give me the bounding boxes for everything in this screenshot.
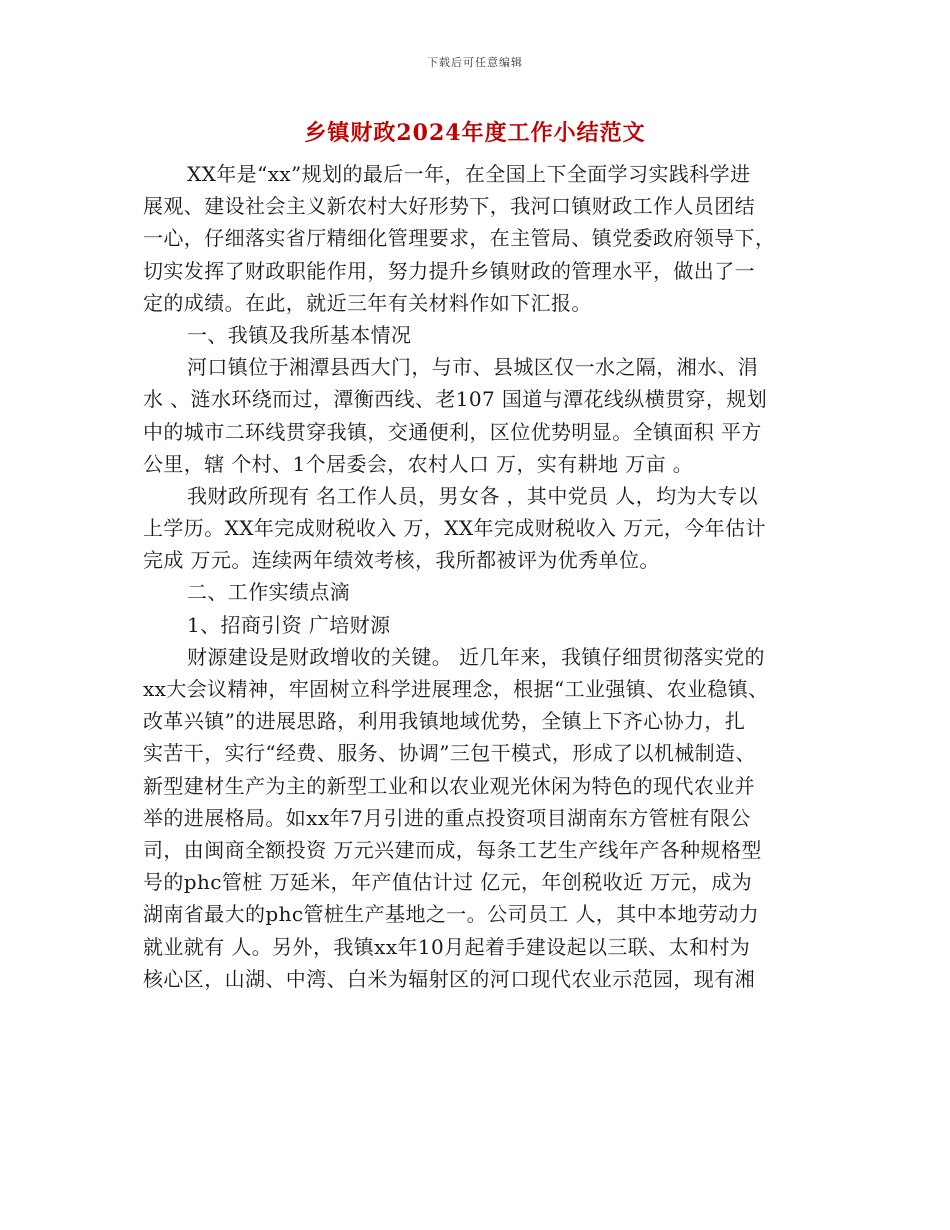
body-line: 财源建设是财政增收的关键。 近几年来，我镇仔细贯彻落实党的 <box>187 644 765 669</box>
body-line: 一、我镇及我所基本情况 <box>187 322 412 347</box>
body-line: 改革兴镇”的进展思路，利用我镇地域优势，全镇上下齐心协力，扎 <box>143 709 746 734</box>
body-line: 1、招商引资 广培财源 <box>187 612 391 637</box>
body-line: 公里，辖 个村、1个居委会，农村人口 万，实有耕地 万亩 。 <box>143 451 694 476</box>
body-line: 湖南省最大的phc管桩生产基地之一。公司员工 人，其中本地劳动力 <box>143 902 760 927</box>
body-line: XX年是“xx”规划的最后一年，在全国上下全面学习实践科学进 <box>187 162 751 186</box>
body-line: 司，由闽商全额投资 万元兴建而成，每条工艺生产线年产各种规格型 <box>143 837 762 862</box>
body-line: 展观、建设社会主义新农村大好形势下，我河口镇财政工作人员团结 <box>143 194 755 219</box>
body-line: 实苦干，实行“经费、服务、协调”三包干模式，形成了以机械制造、 <box>143 741 756 766</box>
body-line: 二、工作实绩点滴 <box>187 580 351 605</box>
body-line: xx大会议精神，牢固树立科学进展理念，根据“工业强镇、农业稳镇、 <box>143 677 769 701</box>
body-line: 定的成绩。在此，就近三年有关材料作如下汇报。 <box>143 290 592 315</box>
body-line: 新型建材生产为主的新型工业和以农业观光休闲为特色的现代农业并 <box>143 773 755 798</box>
document-body <box>143 158 806 995</box>
document-title: 乡镇财政2024年度工作小结范文 <box>304 120 646 146</box>
body-line: 我财政所现有 名工作人员，男女各 ，其中党员 人，均为大专以 <box>187 483 759 508</box>
body-line: 上学历。XX年完成财税收入 万，XX年完成财税收入 万元，今年估计 <box>143 516 766 541</box>
body-line: 一心，仔细落实省厅精细化管理要求，在主管局、镇党委政府领导下， <box>143 226 776 251</box>
body-line: 号的phc管桩 万延米，年产值估计过 亿元，年创税收近 万元，成为 <box>143 870 753 895</box>
body-line: 切实发挥了财政职能作用，努力提升乡镇财政的管理水平，做出了一 <box>143 258 755 283</box>
body-line: 核心区，山湖、中湾、白米为辐射区的河口现代农业示范园，现有湘 <box>143 966 755 991</box>
body-line: 水 、涟水环绕而过，潭衡西线、老107 国道与潭花线纵横贯穿，规划 <box>143 387 768 412</box>
body-line: 举的进展格局。如xx年7月引进的重点投资项目湖南东方管桩有限公 <box>143 805 751 830</box>
body-line: 完成 万元。连续两年绩效考核，我所都被评为优秀单位。 <box>143 548 660 573</box>
header-note: 下载后可任意编辑 <box>427 56 523 69</box>
body-line: 河口镇位于湘潭县西大门，与市、县城区仅一水之隔，湘水、涓 <box>187 355 759 380</box>
body-line: 就业就有 人。另外，我镇xx年10月起着手建设起以三联、太和村为 <box>143 934 751 959</box>
body-line: 中的城市二环线贯穿我镇，交通便利，区位优势明显。全镇面积 平方 <box>143 419 762 444</box>
